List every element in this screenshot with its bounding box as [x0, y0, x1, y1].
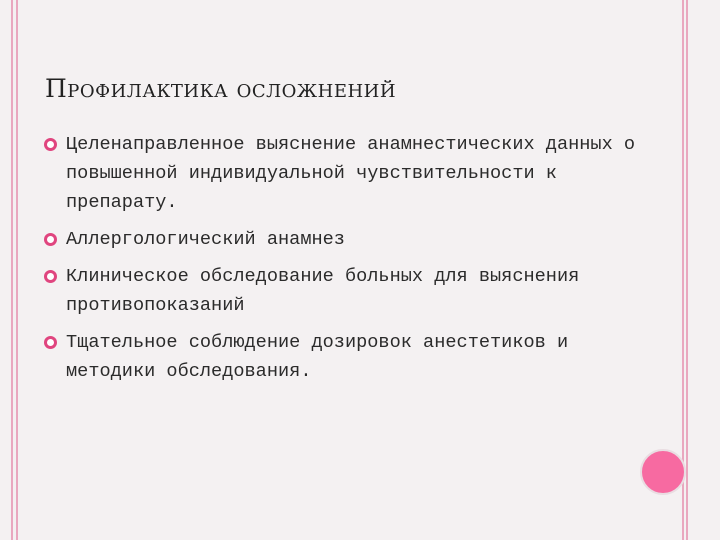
bullet-item	[44, 328, 654, 386]
bullet-text: Целенаправленное выяснение анамнестических данных о повышенной индивидуальной чувствительности к препарату.	[66, 134, 636, 213]
bullet-item	[44, 130, 654, 217]
pink-ring-bullet-icon	[44, 270, 57, 283]
pink-ring-bullet-icon	[44, 233, 57, 246]
bullet-item	[44, 262, 654, 320]
slide-title: Профилактика осложнений	[45, 74, 397, 103]
bullet-text: Клиническое обследование больных для выяснения противопоказаний	[66, 266, 580, 316]
bullet-item	[44, 225, 654, 254]
pink-ring-bullet-icon	[44, 336, 57, 349]
bullet-text: Тщательное соблюдение дозировок анестетиков и методики обследования.	[66, 332, 569, 382]
bullet-text: Аллергологический анамнез	[66, 229, 345, 250]
right-border-line-outer	[686, 0, 688, 540]
bullet-list	[44, 130, 654, 394]
left-border-line-outer	[11, 0, 13, 540]
pink-circle-decoration	[640, 449, 686, 495]
left-border-line-inner	[16, 0, 18, 540]
pink-ring-bullet-icon	[44, 138, 57, 151]
